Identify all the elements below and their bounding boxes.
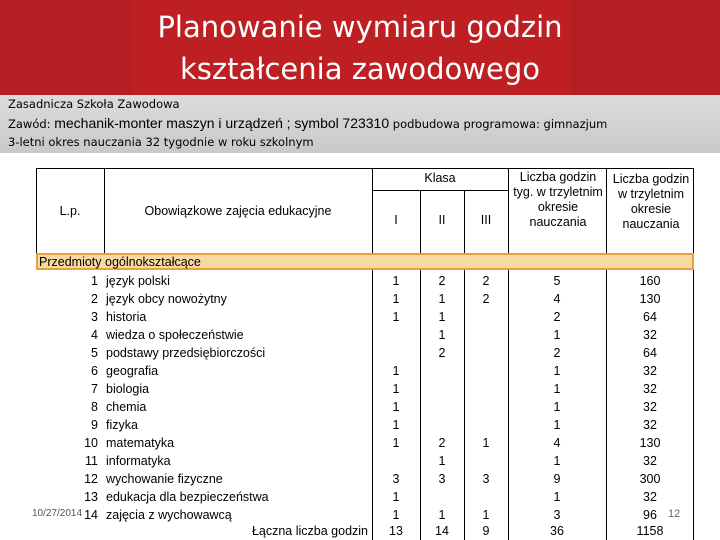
row-subject: chemia: [106, 400, 147, 414]
row-class-II: 1: [438, 454, 446, 468]
row-lp: 7: [91, 382, 98, 396]
row-total: 32: [643, 400, 657, 414]
row-lp: 3: [91, 310, 98, 324]
row-lp: 13: [84, 490, 98, 504]
row-total: 32: [643, 454, 657, 468]
row-class-I: 1: [392, 490, 400, 504]
row-class-I: 1: [392, 274, 400, 288]
slide-number: 12: [668, 508, 681, 520]
row-weekly: 5: [553, 274, 561, 288]
row-weekly: 1: [553, 490, 561, 504]
row-lp: 8: [91, 400, 98, 414]
row-lp: 1: [91, 274, 98, 288]
row-total: 130: [639, 292, 661, 306]
row-lp: 6: [91, 364, 98, 378]
row-class-II: 1: [438, 310, 446, 324]
row-weekly: 4: [553, 436, 561, 450]
row-subject: podstawy przedsiębiorczości: [106, 346, 266, 360]
row-lp: 10: [84, 436, 98, 450]
row-class-III: 3: [482, 472, 490, 486]
row-total: 130: [639, 436, 661, 450]
sum-class-I: 13: [389, 524, 403, 538]
row-subject: wiedza o społeczeństwie: [106, 328, 244, 342]
row-total: 96: [643, 508, 657, 522]
row-class-I: 1: [392, 436, 400, 450]
row-class-III: 2: [482, 292, 490, 306]
sum-weekly: 36: [550, 524, 564, 538]
row-class-I: 1: [392, 418, 400, 432]
row-subject: język polski: [106, 274, 170, 288]
row-lp: 2: [91, 292, 98, 306]
row-weekly: 1: [553, 418, 561, 432]
sum-label: Łączna liczba godzin: [251, 524, 368, 538]
row-class-I: 1: [392, 292, 400, 306]
header-lp: L.p.: [59, 204, 81, 218]
row-class-I: 3: [392, 472, 400, 486]
row-class-II: 2: [438, 346, 446, 360]
row-class-II: 1: [438, 328, 446, 342]
symbol-label: ; symbol: [286, 115, 339, 131]
row-total: 32: [643, 364, 657, 378]
row-subject: edukacja dla bezpieczeństwa: [106, 490, 269, 504]
row-total: 32: [643, 328, 657, 342]
row-subject: wychowanie fizyczne: [106, 472, 223, 486]
row-class-I: 1: [392, 382, 400, 396]
header-class-III: III: [480, 213, 492, 227]
sum-class-III: 9: [482, 524, 490, 538]
row-weekly: 1: [553, 328, 561, 342]
row-class-II: 2: [438, 274, 446, 288]
row-total: 300: [639, 472, 661, 486]
teaching-period: 3-letni okres nauczania 32 tygodnie w roku szkolnym: [8, 135, 314, 149]
row-weekly: 1: [553, 400, 561, 414]
row-weekly: 2: [553, 346, 561, 360]
table-border-top: [36, 168, 694, 169]
row-total: 32: [643, 418, 657, 432]
row-subject: fizyka: [106, 418, 138, 432]
row-lp: 14: [84, 508, 98, 522]
row-weekly: 1: [553, 454, 561, 468]
row-subject: zajęcia z wychowawcą: [106, 508, 232, 522]
header-klasa: Klasa: [424, 171, 456, 185]
row-lp: 12: [84, 472, 98, 486]
row-lp: 4: [91, 328, 98, 342]
profession-name: mechanik-monter maszyn i urządzeń: [54, 115, 283, 131]
row-total: 64: [643, 346, 657, 360]
program-basis: podbudowa programowa: gimnazjum: [392, 117, 608, 131]
sum-total: 1158: [636, 524, 664, 538]
row-lp: 11: [85, 454, 98, 468]
row-weekly: 9: [553, 472, 561, 486]
header-class-II: II: [438, 213, 446, 227]
row-weekly: 1: [553, 364, 561, 378]
row-class-II: 1: [438, 508, 446, 522]
row-class-I: 1: [392, 400, 400, 414]
row-subject: matematyka: [106, 436, 175, 450]
title-line-2: kształcenia zawodowego: [179, 52, 541, 86]
row-total: 160: [639, 274, 661, 288]
profession-label: Zawód:: [8, 117, 51, 131]
row-class-III: 1: [482, 436, 490, 450]
header-total-hours: Liczba godzin w trzyletnim okresie nauczania: [612, 172, 690, 231]
row-subject: historia: [106, 310, 147, 324]
row-subject: biologia: [106, 382, 150, 396]
sum-class-II: 14: [435, 524, 449, 538]
row-weekly: 1: [553, 382, 561, 396]
row-class-III: 2: [482, 274, 490, 288]
header-subject: Obowiązkowe zajęcia edukacyjne: [144, 204, 332, 218]
row-weekly: 4: [553, 292, 561, 306]
row-class-I: 1: [392, 310, 400, 324]
row-class-I: 1: [392, 364, 400, 378]
row-total: 32: [643, 490, 657, 504]
title-line-1: Planowanie wymiaru godzin: [157, 10, 563, 44]
section-title: Przedmioty ogólnokształcące: [39, 255, 201, 269]
row-subject: geografia: [106, 364, 159, 378]
row-class-II: 1: [438, 292, 446, 306]
header-class-I: I: [394, 213, 398, 227]
profession-line: [8, 115, 607, 131]
school-name: Zasadnicza Szkoła Zawodowa: [8, 97, 180, 111]
row-weekly: 2: [553, 310, 561, 324]
row-total: 64: [643, 310, 657, 324]
row-weekly: 3: [553, 508, 561, 522]
row-subject: język obcy nowożytny: [106, 292, 227, 306]
slide-date: 10/27/2014: [32, 508, 83, 519]
symbol-value: 723310: [342, 115, 390, 131]
row-total: 32: [643, 382, 657, 396]
header-weekly-hours: Liczba godzin tyg. w trzyletnim okresie nauczania: [513, 170, 603, 229]
row-lp: 9: [91, 418, 98, 432]
row-class-II: 2: [438, 436, 446, 450]
page-title: [0, 6, 720, 90]
row-subject: informatyka: [106, 454, 171, 468]
row-class-II: 3: [438, 472, 446, 486]
row-lp: 5: [91, 346, 98, 360]
row-class-III: 1: [482, 508, 490, 522]
row-class-I: 1: [392, 508, 400, 522]
klasa-divider: [372, 190, 508, 191]
